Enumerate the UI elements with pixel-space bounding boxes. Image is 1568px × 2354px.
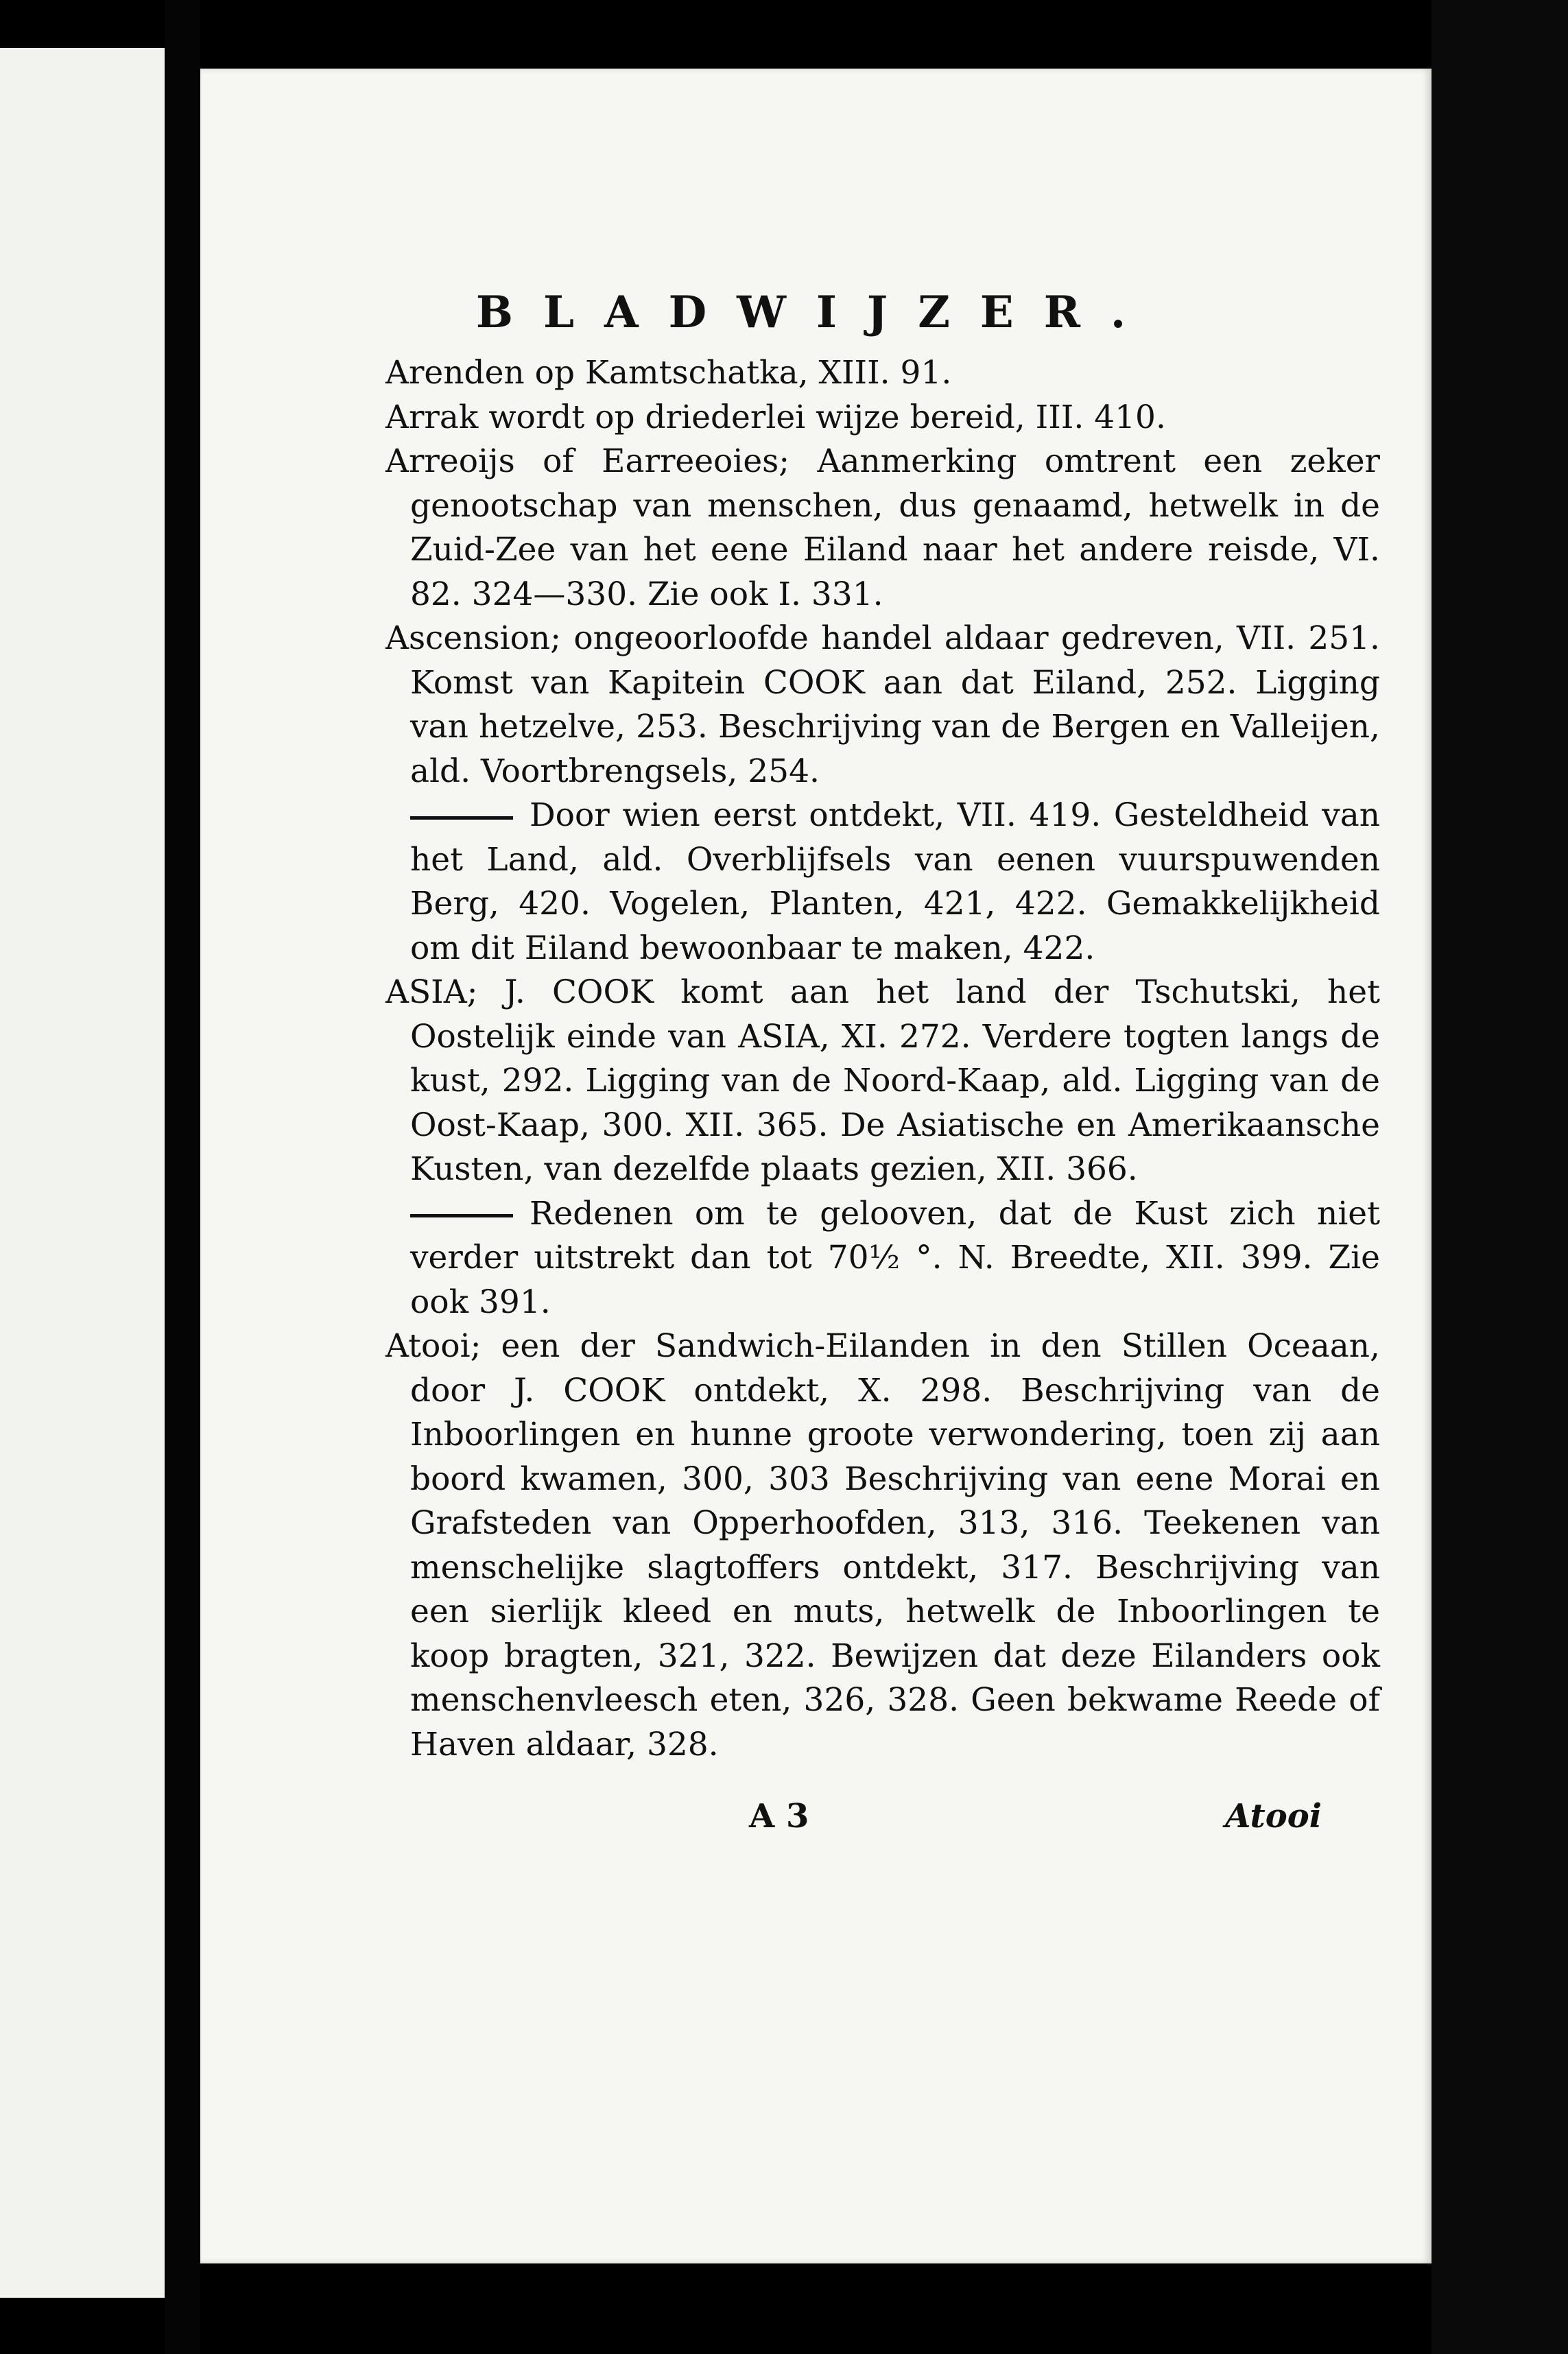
index-entry: Arrak wordt op driederlei wijze bereid, III. 410.	[385, 398, 1166, 436]
book-page	[200, 69, 1432, 2263]
signature-mark: A 3	[749, 1797, 809, 1835]
index-entry: ASIA; J. COOK komt aan het land der Tschutski, het Oostelijk einde van ASIA, XI. 272. Verdere togten langs de kust, 292. Ligging van de Noord-Kaap, ald. Ligging van de Oost-Kaap, 300. XII. 365. De Asiatische en Amerikaansche Kusten, van dezelfde plaats gezien, XII. 366.	[385, 973, 1380, 1188]
index-entry: Arenden op Kamtschatka, XIII. 91.	[385, 354, 952, 392]
catchword: Atooi	[1225, 1797, 1322, 1835]
adjacent-page	[0, 48, 165, 2298]
index-entry: Atooi; een der Sandwich-Eilanden in den Stillen Oceaan, door J. COOK ontdekt, X. 298. Beschrijving van de Inboorlingen en hunne groote verwondering, toen zij aan boord kwamen, 300, 303 Beschrijving van eene Morai en Grafsteden van Opperhoofden, 313, 316. Teekenen van menschelijke slagtoffers ontdekt, 317. Beschrijving van een sierlijk kleed en muts, hetwelk de Inboorlingen te koop bragten, 321, 322. Bewijzen dat deze Eilanders ook menschenvleesch eten, 326, 328. Geen bekwame Reede of Haven aldaar, 328.	[385, 1327, 1380, 1763]
dash-rule	[410, 816, 513, 820]
page-edge	[1432, 0, 1568, 2354]
dash-rule	[410, 1214, 513, 1217]
index-entry: Arreoijs of Earreeoies; Aanmerking omtrent een zeker genootschap van menschen, dus genaamd, hetwelk in de Zuid-Zee van het eene Eiland naar het andere reisde, VI. 82. 324—330. Zie ook I. 331.	[385, 442, 1380, 613]
index-subentry: Door wien eerst ontdekt, VII. 419. Gesteldheid van het Land, ald. Overblijfsels van eenen vuurspuwenden Berg, 420. Vogelen, Planten, 421, 422. Gemakkelijkheid om dit Eiland bewoonbaar te maken, 422.	[410, 796, 1380, 967]
index-text	[385, 351, 1380, 1767]
index-entry: Ascension; ongeoorloofde handel aldaar gedreven, VII. 251. Komst van Kapitein COOK aan dat Eiland, 252. Ligging van hetzelve, 253. Beschrijving van de Bergen en Valleijen, ald. Voortbrengsels, 254.	[385, 619, 1380, 790]
index-subentry: Redenen om te gelooven, dat de Kust zich niet verder uitstrekt dan tot 70½ °. N. Breedte, XII. 399. Zie ook 391.	[410, 1194, 1380, 1321]
book-gutter	[165, 0, 200, 2354]
page-footer	[200, 1797, 1432, 1845]
page-title: BLADWIJZER.	[475, 287, 1156, 338]
